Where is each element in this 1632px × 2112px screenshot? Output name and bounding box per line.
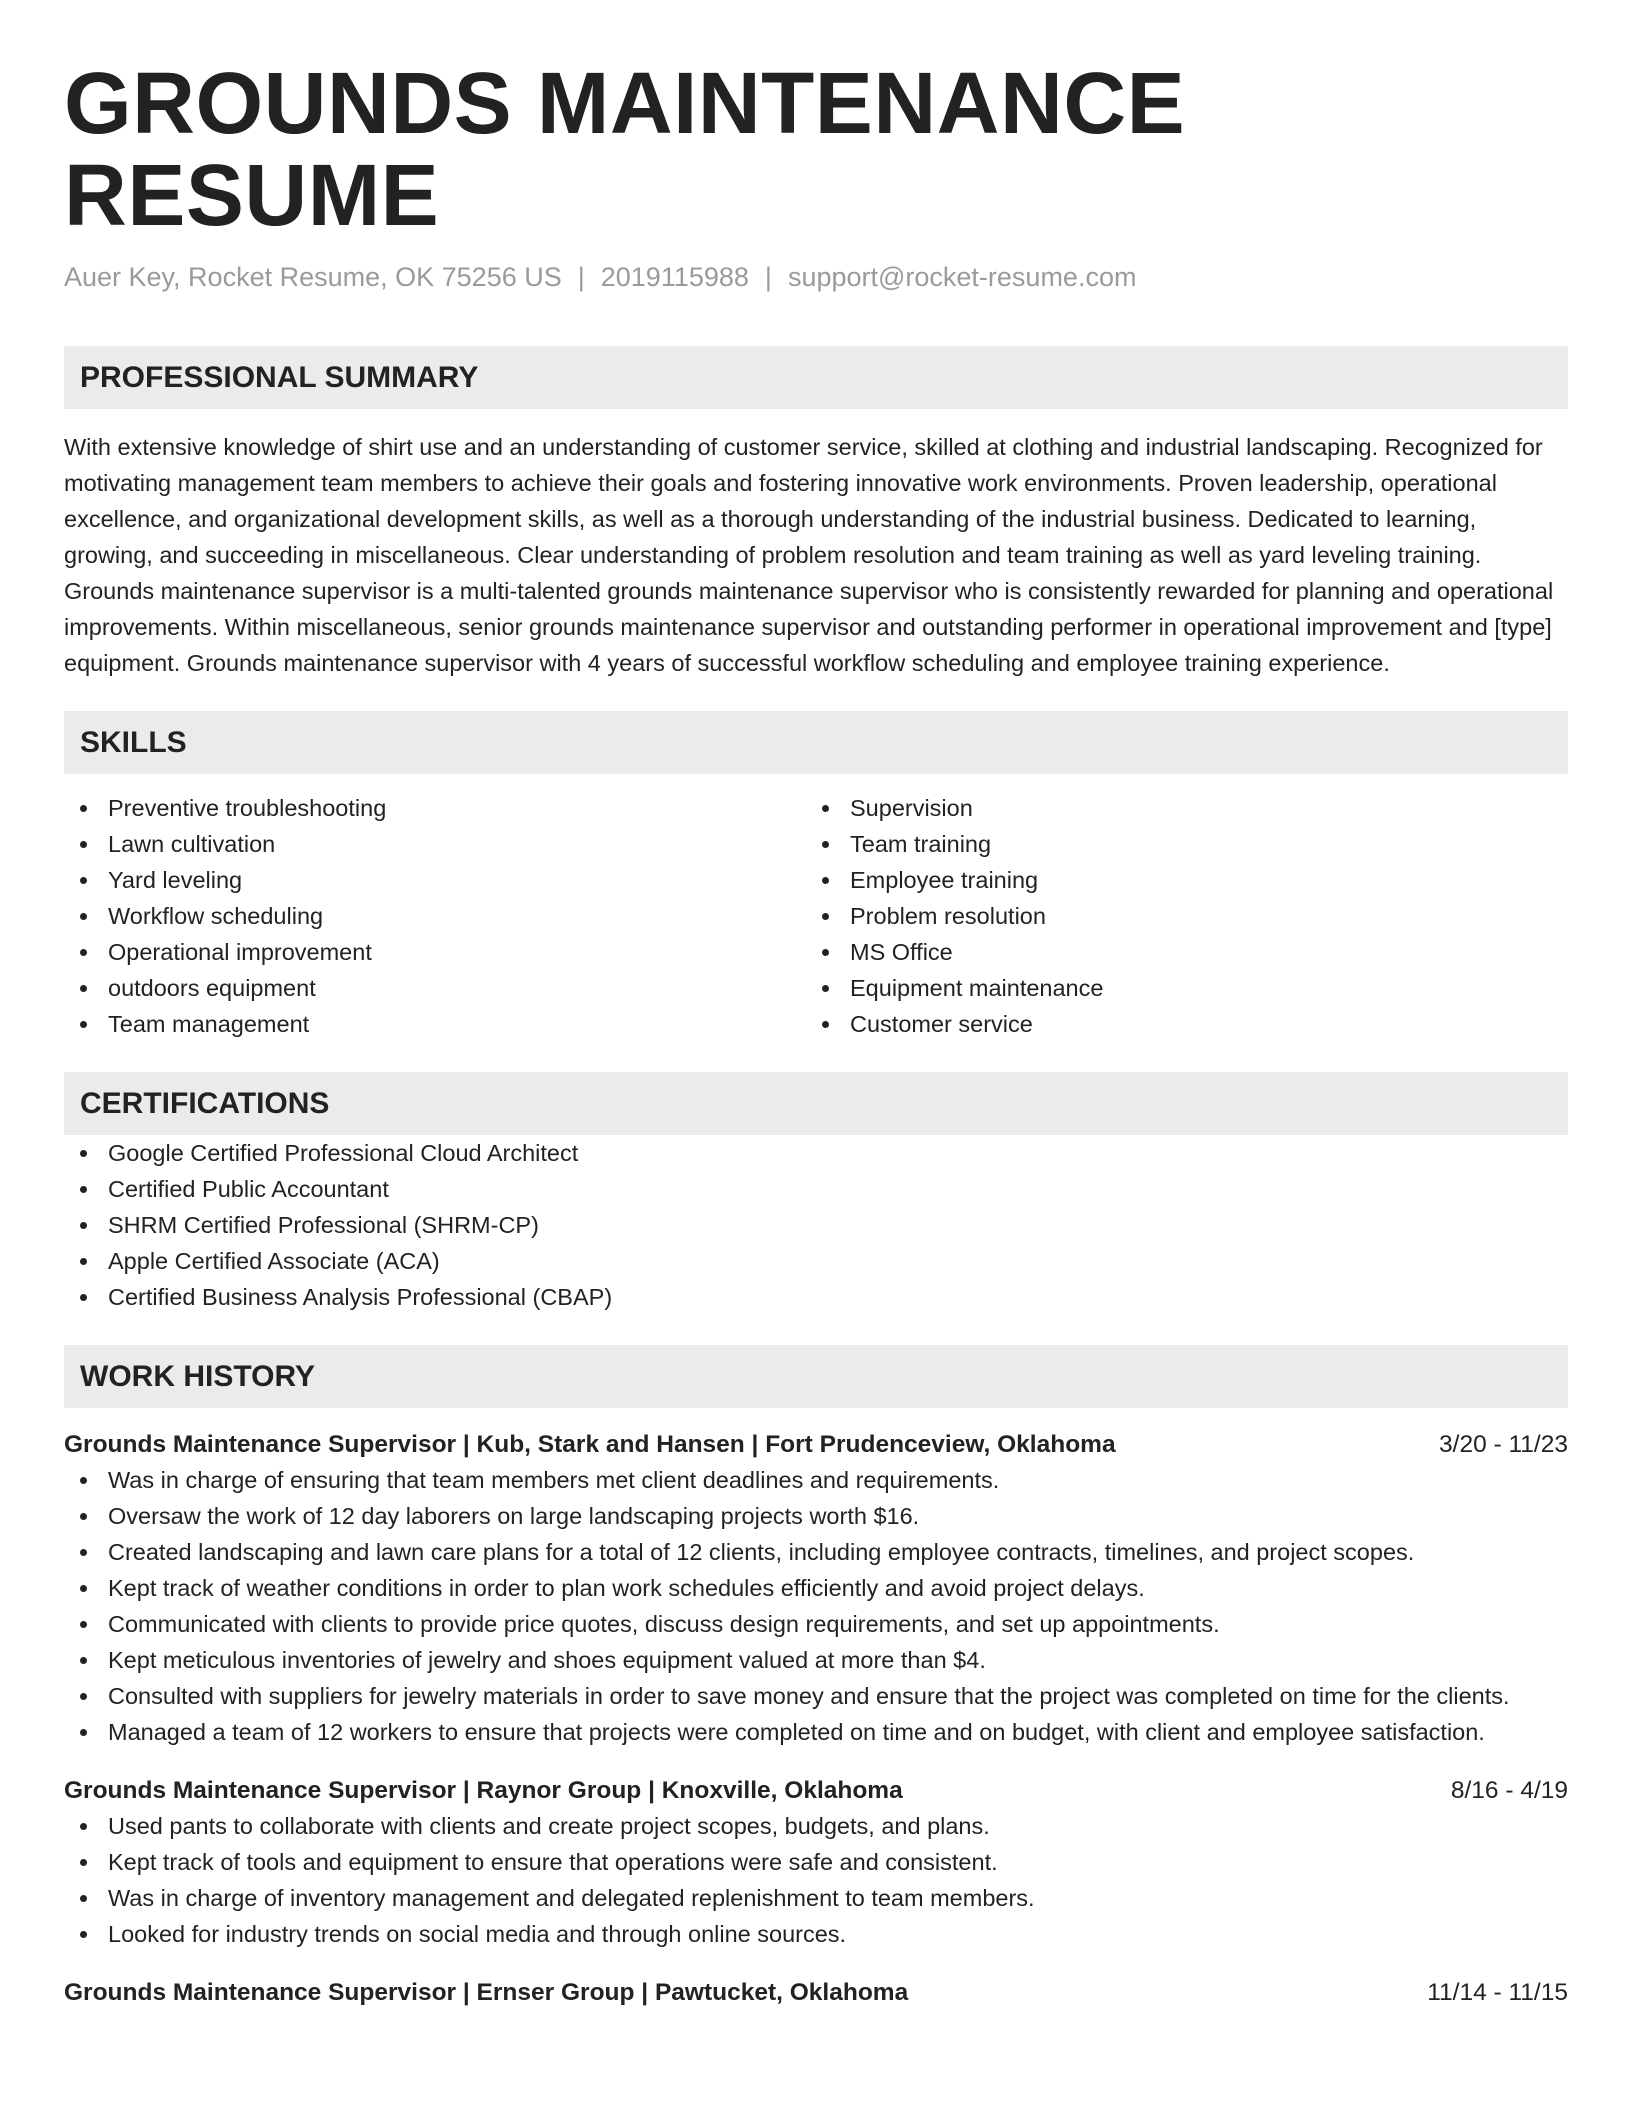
job-entry (64, 1774, 1568, 1952)
job-bullet: Looked for industry trends on social media and through online sources. (64, 1916, 1568, 1952)
contact-address: Auer Key, Rocket Resume, OK 75256 US (64, 262, 562, 292)
job-entry (64, 1976, 1568, 2010)
skill-item: Customer service (806, 1006, 1548, 1042)
certification-item: Apple Certified Associate (ACA) (64, 1243, 1568, 1279)
skill-item: Team management (64, 1006, 806, 1042)
job-title: Grounds Maintenance Supervisor | Raynor Group | Knoxville, Oklahoma (64, 1777, 903, 1804)
skill-item: Problem resolution (806, 898, 1548, 934)
job-bullets (64, 1808, 1568, 1952)
job-dates: 3/20 - 11/23 (1439, 1431, 1568, 1458)
job-bullet: Managed a team of 12 workers to ensure that projects were completed on time and on budget, with client and employee satisfaction. (64, 1714, 1568, 1750)
job-bullet: Used pants to collaborate with clients and create project scopes, budgets, and plans. (64, 1808, 1568, 1844)
section-heading-summary: PROFESSIONAL SUMMARY (64, 346, 1568, 409)
skill-item: Supervision (806, 790, 1548, 826)
skills-list-right (806, 790, 1548, 1042)
job-bullet: Kept meticulous inventories of jewelry and shoes equipment valued at more than $4. (64, 1642, 1568, 1678)
job-header (64, 1428, 1568, 1462)
contact-email: support@rocket-resume.com (787, 262, 1137, 292)
section-heading-certifications: CERTIFICATIONS (64, 1072, 1568, 1135)
skill-item: Team training (806, 826, 1548, 862)
certification-item: Certified Public Accountant (64, 1171, 1568, 1207)
certifications-list (64, 1135, 1568, 1315)
contact-separator: | (577, 262, 585, 292)
skill-item: Workflow scheduling (64, 898, 806, 934)
job-bullet: Kept track of weather conditions in order to plan work schedules efficiently and avoid project delays. (64, 1570, 1568, 1606)
contact-line (64, 260, 1568, 294)
section-heading-work-history: WORK HISTORY (64, 1345, 1568, 1408)
skill-item: outdoors equipment (64, 970, 806, 1006)
job-title: Grounds Maintenance Supervisor | Kub, Stark and Hansen | Fort Prudenceview, Oklahoma (64, 1431, 1116, 1458)
resume-title: GROUNDS MAINTENANCE RESUME (64, 55, 1186, 244)
summary-paragraph: With extensive knowledge of shirt use and an understanding of customer service, skilled at clothing and industrial landscaping. Recognized for motivating management team members to achieve their goals and fostering innovative work environments. Proven leadership, operational excellence, and organizational development skills, as well as a thorough understanding of the industrial business. Dedicated to learning, growing, and succeeding in miscellaneous. Clear understanding of problem resolution and team training as well as yard leveling training. Grounds maintenance supervisor is a multi-talented grounds maintenance supervisor who is consistently rewarded for planning and operational improvements. Within miscellaneous, senior grounds maintenance supervisor and outstanding performer in operational improvement and [type] equipment. Grounds maintenance supervisor with 4 years of successful workflow scheduling and employee training experience. (64, 434, 1554, 676)
skills-columns (64, 790, 1568, 1042)
skill-item: Operational improvement (64, 934, 806, 970)
certification-item: Google Certified Professional Cloud Architect (64, 1135, 1568, 1171)
job-title: Grounds Maintenance Supervisor | Ernser Group | Pawtucket, Oklahoma (64, 1979, 909, 2006)
job-bullets (64, 1462, 1568, 1750)
skill-item: Equipment maintenance (806, 970, 1548, 1006)
job-bullet: Kept track of tools and equipment to ensure that operations were safe and consistent. (64, 1844, 1568, 1880)
skill-item: Preventive troubleshooting (64, 790, 806, 826)
skill-item: Employee training (806, 862, 1548, 898)
job-entry (64, 1428, 1568, 1750)
job-header (64, 1774, 1568, 1808)
job-bullet: Was in charge of inventory management and delegated replenishment to team members. (64, 1880, 1568, 1916)
skill-item: Yard leveling (64, 862, 806, 898)
job-header (64, 1976, 1568, 2010)
job-bullet: Oversaw the work of 12 day laborers on large landscaping projects worth $16. (64, 1498, 1568, 1534)
job-bullet: Consulted with suppliers for jewelry materials in order to save money and ensure that the project was completed on time for the clients. (64, 1678, 1568, 1714)
skill-item: Lawn cultivation (64, 826, 806, 862)
job-dates: 8/16 - 4/19 (1450, 1777, 1568, 1804)
certification-item: Certified Business Analysis Professional (CBAP) (64, 1279, 1568, 1315)
job-bullet: Was in charge of ensuring that team members met client deadlines and requirements. (64, 1462, 1568, 1498)
skills-list-left (64, 790, 806, 1042)
skill-item: MS Office (806, 934, 1548, 970)
job-bullet: Communicated with clients to provide price quotes, discuss design requirements, and set up appointments. (64, 1606, 1568, 1642)
job-bullet: Created landscaping and lawn care plans for a total of 12 clients, including employee contracts, timelines, and project scopes. (64, 1534, 1568, 1570)
section-heading-skills: SKILLS (64, 711, 1568, 774)
contact-separator: | (764, 262, 772, 292)
job-dates: 11/14 - 11/15 (1427, 1979, 1568, 2006)
contact-phone: 2019115988 (600, 262, 749, 292)
certification-item: SHRM Certified Professional (SHRM-CP) (64, 1207, 1568, 1243)
